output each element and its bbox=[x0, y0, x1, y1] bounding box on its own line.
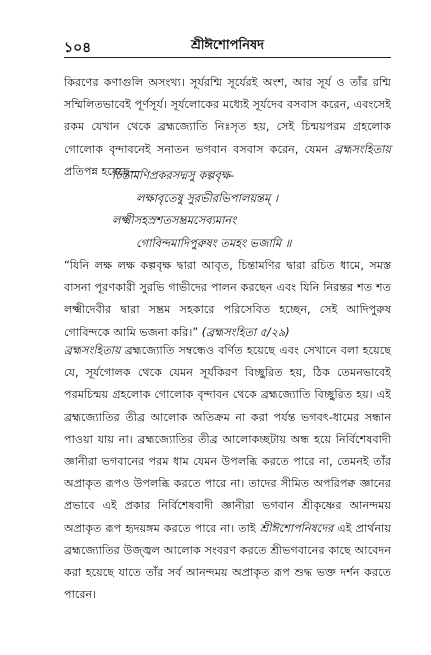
purport-source: শ্রীঈশোপনিষদের bbox=[259, 521, 334, 535]
translation-text: “যিনি লক্ষ লক্ষ কল্পবৃক্ষ দ্বারা আবৃত, চিন্তামণির দ্বারা রচিত ধামে, সমস্ত বাসনা পূরণকারী সুরভি গাভীদের পালন করছেন এবং যিনি নিরন্তর শত শত লক্ষ্মীদেবীর দ্বারা সম্ভ্রম সহকারে পরিসেবিত হচ্ছেন, সেই আদিপুরুষ গোবিন্দকে আমি ভজনা করি।” bbox=[64, 259, 391, 339]
page-number: ১০৪ bbox=[64, 40, 92, 56]
paragraph-intro-text-b: প্রতিপন্ন হয়েছে— bbox=[64, 164, 141, 178]
header-rule bbox=[64, 57, 391, 58]
verse-line-3: লক্ষ্মীসহস্রশতসম্ভ্রমসেব্যমানং bbox=[112, 213, 237, 227]
verse-line-1: চিন্তামণিপ্রকরসদ্মসু কল্পবৃক্ষ- bbox=[112, 168, 235, 182]
verse-citation: (ব্রহ্মসংহিতা ৫/২৯) bbox=[198, 325, 290, 339]
page-header bbox=[64, 36, 391, 54]
verse-line-4: গোবিন্দমাদিপুরুষং তমহং ভজামি ॥ bbox=[136, 235, 292, 250]
verse-line-2: লক্ষাবৃতেষু সুরভীরভিপালয়ন্তম্ । bbox=[136, 190, 279, 205]
purport-text-b: এই প্রার্থনায় ব্রহ্মজ্যোতির উজ্জ্বল আলোক সংবরণ করতে শ্রীভগবানের কাছে আবেদন করা হয়েছে যাতে তাঁর সর্ব আনন্দময় অপ্রাকৃত রূপ শুদ্ধ ভক্ত দর্শন করতে পারেন। bbox=[64, 521, 392, 602]
scripture-reference: ব্রহ্মসংহিতায় bbox=[334, 142, 391, 156]
paragraph-purport bbox=[64, 340, 391, 606]
purport-text-a: ব্রহ্মজ্যোতি সম্বন্ধেও বর্ণিত হয়েছে এবং সেখানে বলা হয়েছে যে, সূর্যগোলক থেকে যেমন সূর্যকিরণ বিচ্ছুরিত হয়, ঠিক তেমনভাবেই পরমচিন্ময় গ্রহলোক গোলোক বৃন্দাবন থেকে ব্রহ্মজ্যোতি বিচ্ছুরিত হয়। এই ব্রহ্মজ্যোতির তীব্র আলোক অতিক্রম না করা পর্যন্ত ভগবৎ-ধামের সন্ধান পাওয়া যায় না। ব্রহ্মজ্যোতির তীব্র আলোকচ্ছটায় অন্ধ হয়ে নির্বিশেষবাদী জ্ঞানীরা ভগবানের পরম ধাম যেমন উপলব্ধি করতে পারে না, তেমনই তাঁর অপ্রাকৃত রূপও উপলব্ধি করতে পারে না। তাদের সীমিত অপরিপক্ব জ্ঞানের প্রভাবে এই প্রকার নির্বিশেষবাদী জ্ঞানীরা ভগবান শ্রীকৃষ্ণের আনন্দময় অপ্রাকৃত রূপ হৃদয়ঙ্গম করতে পারে না। তাই bbox=[64, 344, 391, 535]
sanskrit-verse bbox=[112, 164, 391, 254]
verse-translation bbox=[64, 255, 391, 344]
purport-lead-source: ব্রহ্মসংহিতায় bbox=[64, 344, 121, 357]
paragraph-intro-text-a: কিরণের কণাগুলি অসংখ্য। সূর্যরশ্মি সূর্যেরই অংশ, আর সূর্য ও তাঁর রশ্মি সম্মিলিতভাবেই পূর্ণসূর্য। সূর্যলোকের মধ্যেই সূর্যদেব বসবাস করেন, এবংসেই রকম যেখান থেকে ব্রহ্মজ্যোতি নিঃসৃত হয়, সেই চিন্ময়পরম গ্রহলোক গোলোক বৃন্দাবনেই সনাতন ভগবান বসবাস করেন, যেমন bbox=[64, 76, 391, 156]
running-title: শ্রীঈশোপনিষদ bbox=[191, 38, 264, 53]
